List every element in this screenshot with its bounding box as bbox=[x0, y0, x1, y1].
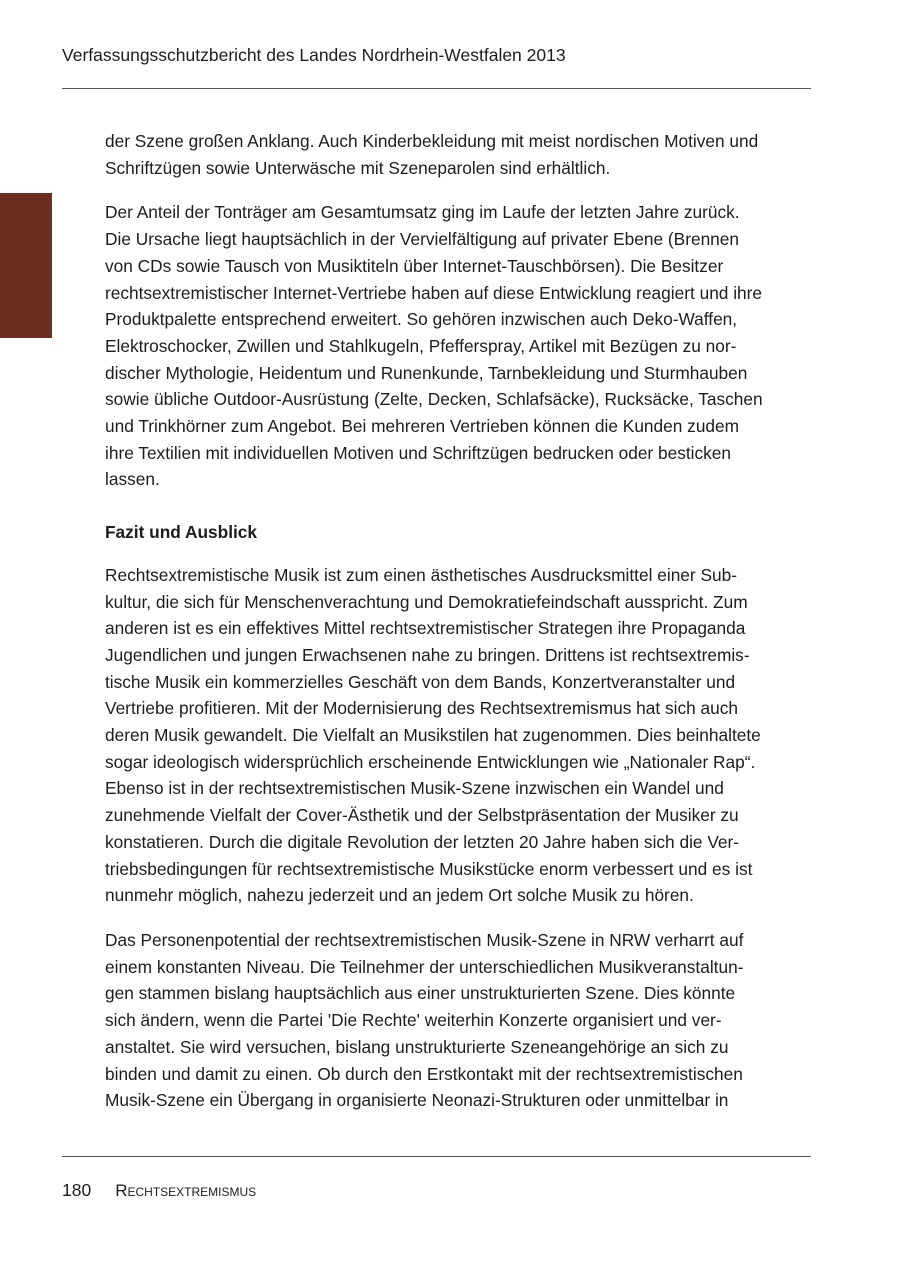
text-line: anstaltet. Sie wird versuchen, bislang unstrukturierte Szeneangehörige an sich zu bbox=[105, 1036, 729, 1057]
text-line: Ebenso ist in der rechtsextremistischen Musik-Szene inzwischen ein Wandel und bbox=[105, 778, 724, 799]
text-line: discher Mythologie, Heidentum und Runenkunde, Tarnbekleidung und Sturmhauben bbox=[105, 362, 748, 383]
paragraph bbox=[105, 927, 825, 1114]
body-text bbox=[105, 128, 825, 1132]
text-line: konstatieren. Durch die digitale Revolution der letzten 20 Jahre haben sich die Ver- bbox=[105, 831, 740, 852]
page-number: 180 bbox=[62, 1180, 92, 1200]
text-line: lassen. bbox=[105, 469, 160, 490]
chapter-tab-marker bbox=[0, 193, 52, 338]
paragraph bbox=[105, 199, 825, 493]
text-line: einem konstanten Niveau. Die Teilnehmer der unterschiedlichen Musikveranstaltun- bbox=[105, 956, 744, 977]
paragraph bbox=[105, 562, 825, 909]
text-line: kultur, die sich für Menschenverachtung und Demokratiefeindschaft ausspricht. Zum bbox=[105, 591, 748, 612]
running-header: Verfassungsschutzbericht des Landes Nordrhein-Westfalen 2013 bbox=[62, 45, 566, 65]
page-footer bbox=[62, 1180, 256, 1201]
text-line: deren Musik gewandelt. Die Vielfalt an Musikstilen hat zugenommen. Dies beinhaltete bbox=[105, 725, 761, 746]
text-line: binden und damit zu einen. Ob durch den Erstkontakt mit der rechtsextremistischen bbox=[105, 1063, 743, 1084]
text-line: und Trinkhörner zum Angebot. Bei mehreren Vertrieben können die Kunden zudem bbox=[105, 416, 740, 437]
text-line: gen stammen bislang hauptsächlich aus einer unstrukturierten Szene. Dies könnte bbox=[105, 983, 736, 1004]
text-line: triebsbedingungen für rechtsextremistische Musikstücke enorm verbessert und es ist bbox=[105, 858, 753, 879]
text-line: tische Musik ein kommerzielles Geschäft von dem Bands, Konzertveranstalter und bbox=[105, 671, 736, 692]
text-line: Elektroschocker, Zwillen und Stahlkugeln, Pfefferspray, Artikel mit Bezügen zu nor- bbox=[105, 335, 737, 356]
section-heading: Fazit und Ausblick bbox=[105, 522, 258, 543]
text-line: Schriftzügen sowie Unterwäsche mit Szeneparolen sind erhältlich. bbox=[105, 157, 611, 178]
section-name: Rechtsextremismus bbox=[115, 1181, 257, 1200]
text-line: Die Ursache liegt hauptsächlich in der Vervielfältigung auf privater Ebene (Brennen bbox=[105, 229, 740, 250]
text-line: von CDs sowie Tausch von Musiktiteln über Internet-Tauschbörsen). Die Besitzer bbox=[105, 255, 724, 276]
footer-divider bbox=[62, 1156, 811, 1157]
text-line: der Szene großen Anklang. Auch Kinderbekleidung mit meist nordischen Motiven und bbox=[105, 131, 759, 151]
header-divider bbox=[62, 88, 811, 89]
text-line: Das Personenpotential der rechtsextremistischen Musik-Szene in NRW verharrt auf bbox=[105, 929, 744, 950]
text-line: Musik-Szene ein Übergang in organisierte Neonazi-Strukturen oder unmittelbar in bbox=[105, 1090, 729, 1111]
text-line: nunmehr möglich, nahezu jederzeit und an jedem Ort solche Musik zu hören. bbox=[105, 885, 694, 906]
text-line: Vertriebe profitieren. Mit der Modernisierung des Rechtsextremismus hat sich auch bbox=[105, 698, 738, 719]
text-line: sowie übliche Outdoor-Ausrüstung (Zelte, Decken, Schlafsäcke), Rucksäcke, Taschen bbox=[105, 389, 763, 410]
text-line: Der Anteil der Tonträger am Gesamtumsatz ging im Laufe der letzten Jahre zurück. bbox=[105, 202, 740, 223]
text-line: zunehmende Vielfalt der Cover-Ästhetik und der Selbstpräsentation der Musiker zu bbox=[105, 805, 739, 826]
text-line: sich ändern, wenn die Partei 'Die Rechte' weiterhin Konzerte organisiert und ver- bbox=[105, 1010, 722, 1031]
text-line: Produktpalette entsprechend erweitert. So gehören inzwischen auch Deko-Waffen, bbox=[105, 309, 738, 330]
text-line: sogar ideologisch widersprüchlich erscheinende Entwicklungen wie „Nationaler Rap“. bbox=[105, 751, 756, 772]
text-line: Jugendlichen und jungen Erwachsenen nahe zu bringen. Drittens ist rechtsextremis- bbox=[105, 644, 750, 665]
text-line: Rechtsextremistische Musik ist zum einen ästhetisches Ausdrucksmittel einer Sub- bbox=[105, 564, 737, 585]
text-line: anderen ist es ein effektives Mittel rechtsextremistischer Strategen ihre Propaganda bbox=[105, 618, 746, 639]
text-line: ihre Textilien mit individuellen Motiven und Schriftzügen bedrucken oder besticken bbox=[105, 442, 731, 463]
paragraph bbox=[105, 128, 825, 181]
text-line: rechtsextremistischer Internet-Vertriebe haben auf diese Entwicklung reagiert und ihre bbox=[105, 282, 763, 303]
